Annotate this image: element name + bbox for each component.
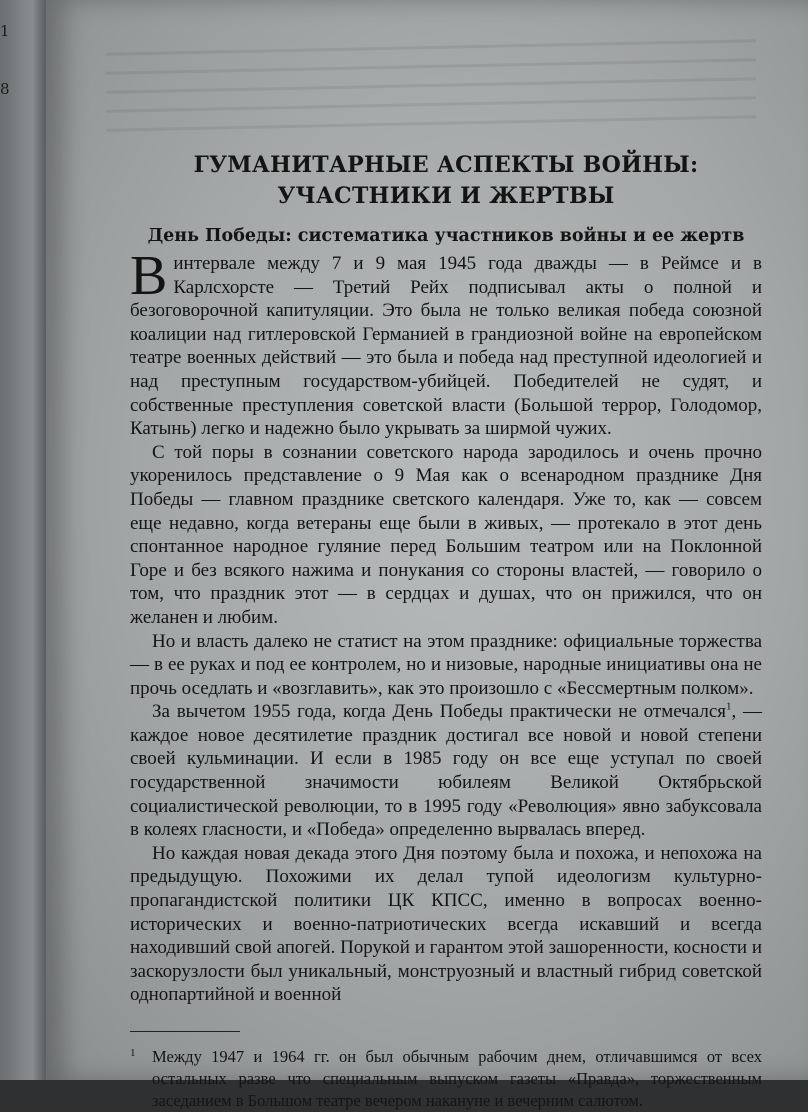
footnote: [130, 1046, 762, 1112]
paragraph-1: [130, 245, 762, 441]
bleed-through-text: [106, 30, 756, 140]
chapter-title-line-1: ГУМАНИТАРНЫЕ АСПЕКТЫ ВОЙНЫ:: [193, 152, 699, 178]
paragraph-1-text: интервале между 7 и 9 мая 1945 года дважды — в Реймсе и в Карлсхорсте — Третий Рейх подписывал акты о полной и безоговорочной капитуляции. Это была не только великая победа союзной коалиции над гитлеровской Германией в грандиозной войне на европейском театре военных действий — это была и победа над преступной идеологией и над преступным государством-убийцей. Победителей не судят, и собственные преступления советской власти (Большой террор, Голодомор, Катынь) легко и надежно было укрывать за ширмой чужих.: [130, 253, 762, 440]
chapter-title-line-2: УЧАСТНИКИ И ЖЕРТВЫ: [277, 183, 615, 209]
section-title: День Победы: систематика участников войны и ее жертв: [147, 226, 745, 246]
adjacent-page-edge: [0, 0, 46, 1080]
footnote-text: Между 1947 и 1964 гг. он был обычным рабочим днем, отличавшимся от всех остальных разве что специальным выпуском газеты «Правда», торжественным заседанием в Большом театре вечером накануне и вечерним салютом.: [152, 1047, 762, 1110]
body-text: [130, 245, 763, 1007]
paragraph-3: Но и власть далеко не статист на этом празднике: официальные торжества — в ее руках и под ее контролем, но и низовые, народные инициативы она не прочь оседлать и «возглавить», как это произошло с «Бессмертным полком».: [130, 630, 762, 699]
paragraph-4-text-b: , — каждое новое десятилетие праздник достигал все новой и новой степени своей кульминации. И если в 1985 году он все еще уступал по своей государственной значимости юбилеям Великой Октябрьской социалистической революции, то в 1995 году «Революция» явно забуксовала в колеях гласности, и «Победа» определенно вырвалась вперед.: [130, 701, 763, 841]
paragraph-5: Но каждая новая декада этого Дня поэтому была и похожа, и непохожа на предыдущую. Похожими их делал тупой идеологизм культурно-пропагандистской политики ЦК КПСС, именно в вопросах военно-исторических и военно-патриотических всегда искавший и всегда находивший свой апогей. Порукой и гарантом этой зашоренности, косности и заскорузлости был уникальный, монструозный и властный гибрид советской однопартийной и военной: [130, 842, 762, 1006]
margin-number: 1: [0, 22, 10, 40]
book-page: [46, 0, 808, 1110]
paragraph-2: С той поры в сознании советского народа зародилось и очень прочно укоренилось представление о 9 Мая как о всенародном празднике Дня Победы — главном празднике светского календаря. Уже то, как — совсем еще недавно, когда ветераны еще были в живых, — протекало в этот день спонтанное народное гуляние перед Большим театром или на Поклонной Горе и без всякого нажима и понукания со стороны властей, — говорило о том, что праздник этот — в сердцах и душах, что он прижился, что он желанен и любим.: [130, 441, 762, 628]
footnote-separator: [130, 1031, 240, 1032]
footnote-reference[interactable]: 1: [726, 700, 732, 713]
paragraph-4-text-a: За вычетом 1955 года, когда День Победы практически не отмечался: [152, 701, 726, 723]
drop-cap: В: [130, 245, 168, 307]
paragraph-4: [130, 700, 762, 842]
chapter-title: [130, 150, 762, 212]
page-content: [130, 150, 762, 1112]
margin-number: 8: [0, 80, 10, 98]
footnote-mark: 1: [130, 1047, 136, 1059]
